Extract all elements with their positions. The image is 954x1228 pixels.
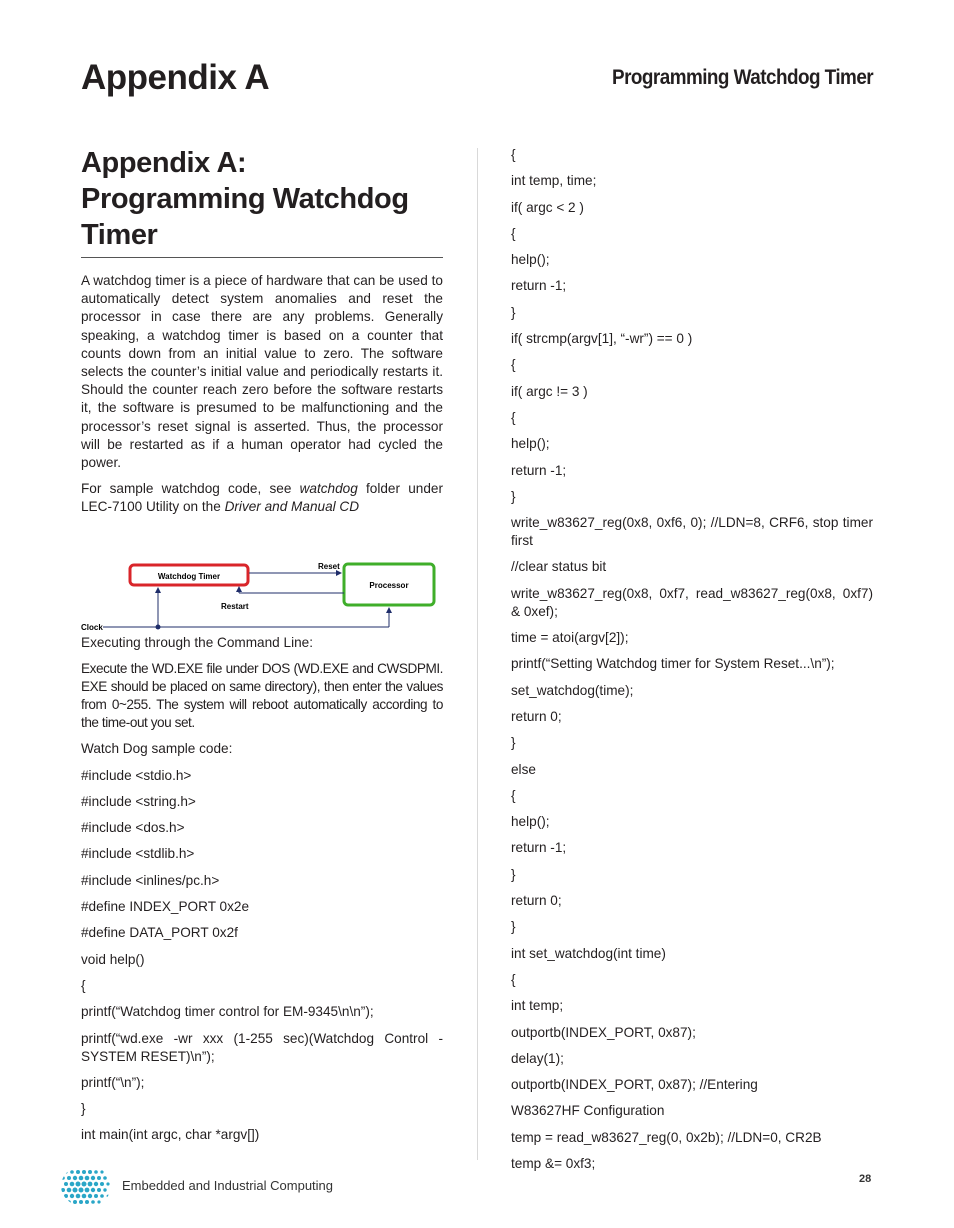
watchdog-box-label: Watchdog Timer [157,571,221,581]
code-line: delay(1); [511,1050,564,1066]
restart-label: Restart [221,601,249,611]
code-line: #include <stdio.h> [81,767,192,783]
text-span: folder under LEC-7100 Utility on the [81,481,443,515]
code-line: { [511,787,516,803]
code-line: int temp; [511,998,564,1014]
chapter-heading: Appendix A [81,58,270,97]
code-line: outportb(INDEX_PORT, 0x87); [511,1024,696,1040]
sample-code-paragraph [81,480,443,516]
code-line: //clear status bit [511,559,607,575]
code-line: temp &= 0xf3; [511,1155,596,1171]
code-line: return 0; [511,893,562,909]
code-line: else [511,761,536,777]
code-line: if( argc < 2 ) [511,199,584,215]
code-line: printf(“Setting Watchdog timer for System Reset...\n”); [511,656,835,672]
code-line: if( argc != 3 ) [511,383,588,399]
reset-label: Reset [318,561,340,571]
code-line: return -1; [511,462,567,478]
code-line: outportb(INDEX_PORT, 0x87); //Entering [511,1077,758,1093]
code-line: write_w83627_reg(0x8, 0xf6, 0); //LDN=8, CRF6, stop timer first [511,515,873,549]
code-line: help(); [511,814,550,830]
clock-junction [156,624,161,629]
code-line: temp = read_w83627_reg(0, 0x2b); //LDN=0, CR2B [511,1129,822,1145]
code-line: { [81,977,86,993]
code-line: int set_watchdog(int time) [511,945,666,961]
code-line: { [511,971,516,987]
code-line: return 0; [511,708,562,724]
code-line: } [81,1101,86,1117]
code-line: return -1; [511,278,567,294]
command-line-heading: Executing through the Command Line: [81,634,313,650]
code-line: set_watchdog(time); [511,682,634,698]
code-line: #include <dos.h> [81,820,185,836]
code-line: #define INDEX_PORT 0x2e [81,899,250,915]
code-line: { [511,409,516,425]
code-line: { [511,357,516,373]
processor-box-label: Processor [369,580,409,590]
code-line: void help() [81,951,145,967]
code-line: printf(“wd.exe -wr xxx (1-255 sec)(Watchdog Control - SYSTEM RESET)\n”); [81,1030,443,1064]
left-column [81,145,443,1144]
sample-code-heading: Watch Dog sample code: [81,741,233,757]
code-line: } [511,304,516,320]
code-line: #include <stdlib.h> [81,846,195,862]
code-line: { [511,147,516,162]
italic-cd-name: Driver and Manual CD [224,499,360,515]
code-line: #define DATA_PORT 0x2f [81,925,238,941]
topic-heading: Programming Watchdog Timer [611,66,873,89]
code-line: } [511,866,516,882]
code-line: int main(int argc, char *argv[]) [81,1127,260,1143]
code-line: } [511,919,516,935]
code-line: help(); [511,436,550,452]
section-title-line: Timer [81,219,158,251]
title-rule [81,257,443,258]
code-line: printf(“Watchdog timer control for EM-9345\n\n”); [81,1004,374,1020]
code-line: time = atoi(argv[2]); [511,630,629,646]
code-line: } [511,735,516,751]
code-line: { [511,225,516,241]
watchdog-diagram [81,554,443,634]
code-line: int temp, time; [511,173,597,189]
company-logo-icon [60,1164,112,1208]
right-column [511,146,873,1173]
column-divider [477,148,478,1160]
command-line-section [81,634,443,1145]
watchdog-diagram-svg [81,554,443,634]
section-title-line: Appendix A: [81,147,247,179]
code-line: help(); [511,252,550,268]
code-line: W83627HF Configuration [511,1103,665,1119]
code-line: #include <string.h> [81,793,196,809]
italic-watchdog: watchdog [299,481,358,497]
code-line: printf(“\n”); [81,1074,145,1090]
clock-label: Clock [81,622,103,632]
section-title-line: Programming Watchdog [81,183,409,215]
code-line: return -1; [511,840,567,856]
code-line: if( strcmp(argv[1], “-wr”) == 0 ) [511,331,693,347]
section-title [81,145,443,257]
code-line: #include <inlines/pc.h> [81,872,220,888]
code-line: } [511,488,516,504]
code-line: write_w83627_reg(0x8, 0xf7, read_w83627_reg(0x8, 0xf7) & 0xef); [511,585,873,619]
footer-company-text: Embedded and Industrial Computing [122,1178,334,1193]
intro-paragraph: A watchdog timer is a piece of hardware that can be used to automatically detect system anomalies and reset the processor in case there are any problems. Generally speaking, a watchdog timer is based on a counter that counts down from an initial value to zero. The software selects the counter’s initial value and periodically restarts it. Should the counter reach zero before the software restarts it, the software is presumed to be malfunctioning and the processor’s reset signal is asserted. Thus, the processor will be restarted as if a human operator had cycled the power. [81,273,443,471]
text-span: For sample watchdog code, see [81,481,300,497]
command-line-paragraph: Execute the WD.EXE file under DOS (WD.EXE and CWSDPMI. EXE should be placed on same directory), then enter the values from 0~255. The system will reboot automatically according to the time-out you set. [81,660,443,730]
page-number: 28 [859,1173,872,1185]
